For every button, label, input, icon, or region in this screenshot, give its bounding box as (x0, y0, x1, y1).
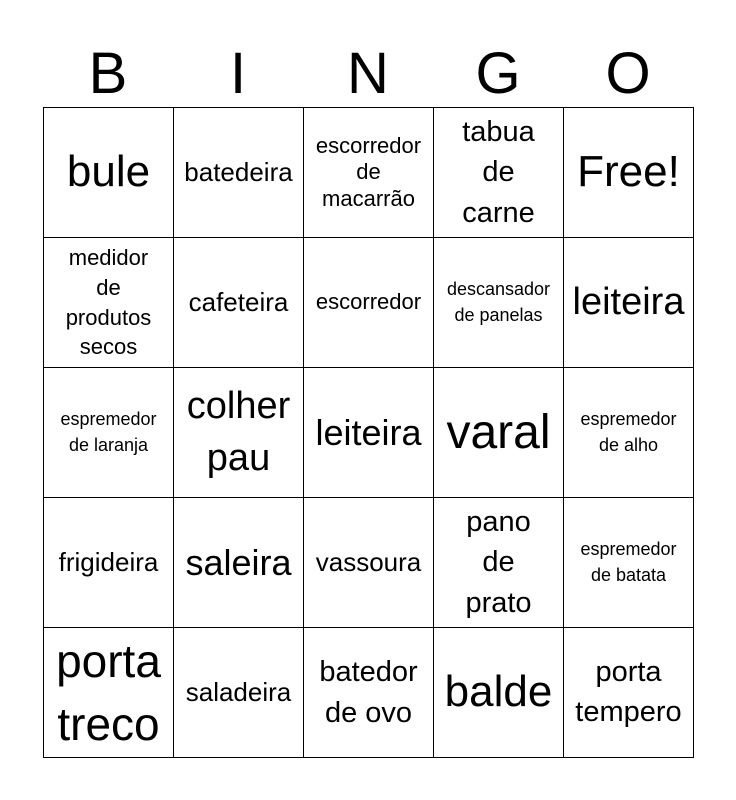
bingo-header (43, 40, 693, 108)
bingo-cell-text: cafeteira (188, 286, 289, 317)
bingo-cell-text: tabua de carne (462, 115, 535, 229)
bingo-cell-text: varal (446, 405, 551, 459)
bingo-cell-text: leiteira (315, 411, 422, 453)
bingo-cell-r4-c0[interactable] (44, 628, 174, 758)
header-letter-n: N (347, 41, 389, 106)
bingo-cell-text: escorredor de macarrão (315, 132, 422, 211)
bingo-cell-r0-c4[interactable] (564, 108, 694, 238)
bingo-cell-r1-c0[interactable] (44, 238, 174, 368)
bingo-cell-r3-c4[interactable] (564, 498, 694, 628)
bingo-cell-text: colher pau (186, 385, 291, 479)
header-letter-b: B (88, 41, 128, 106)
bingo-cell-r3-c3[interactable] (434, 498, 564, 628)
bingo-cell-r0-c1[interactable] (174, 108, 304, 238)
bingo-cell-r2-c2[interactable] (304, 368, 434, 498)
bingo-cell-text: batedor de ovo (319, 655, 418, 729)
bingo-cell-r4-c3[interactable] (434, 628, 564, 758)
header-letter-i: I (229, 41, 247, 106)
bingo-cell-text: espremedor de batata (580, 539, 677, 585)
bingo-cell-text: batedeira (184, 156, 293, 187)
bingo-cell-text: Free! (577, 147, 680, 197)
bingo-cell-r0-c0[interactable] (44, 108, 174, 238)
bingo-cell-r3-c1[interactable] (174, 498, 304, 628)
bingo-cell-r0-c2[interactable] (304, 108, 434, 238)
bingo-cell-text: medidor de produtos secos (65, 245, 152, 360)
bingo-cell-text: escorredor (315, 289, 422, 315)
bingo-cell-text: saladeira (185, 676, 292, 707)
bingo-cell-text: porta treco (56, 635, 161, 750)
bingo-cell-r3-c0[interactable] (44, 498, 174, 628)
bingo-cell-r2-c4[interactable] (564, 368, 694, 498)
bingo-cell-text: vassoura (315, 546, 422, 577)
bingo-cell-text: espremedor de laranja (60, 409, 157, 455)
bingo-cell-text: pano de prato (465, 505, 532, 619)
bingo-cell-r1-c1[interactable] (174, 238, 304, 368)
header-letter-o: O (605, 41, 651, 106)
bingo-cell-r4-c1[interactable] (174, 628, 304, 758)
bingo-cell-r1-c2[interactable] (304, 238, 434, 368)
bingo-cell-r1-c3[interactable] (434, 238, 564, 368)
bingo-cell-r3-c2[interactable] (304, 498, 434, 628)
bingo-cell-text: descansador de panelas (446, 279, 551, 325)
bingo-cell-r2-c0[interactable] (44, 368, 174, 498)
bingo-cell-text: balde (444, 667, 553, 717)
bingo-cell-text: leiteira (572, 280, 685, 323)
bingo-cell-text: frigideira (58, 546, 159, 577)
bingo-cell-r4-c4[interactable] (564, 628, 694, 758)
bingo-card-grid (43, 107, 694, 758)
bingo-cell-text: saleira (185, 541, 292, 583)
bingo-cell-text: bule (66, 147, 151, 197)
header-letter-g: G (475, 41, 521, 106)
bingo-cell-r4-c2[interactable] (304, 628, 434, 758)
bingo-cell-r0-c3[interactable] (434, 108, 564, 238)
bingo-cell-r2-c1[interactable] (174, 368, 304, 498)
bingo-cell-text: porta tempero (575, 656, 682, 728)
bingo-cell-r2-c3[interactable] (434, 368, 564, 498)
bingo-cell-text: espremedor de alho (580, 409, 677, 455)
bingo-cell-r1-c4[interactable] (564, 238, 694, 368)
